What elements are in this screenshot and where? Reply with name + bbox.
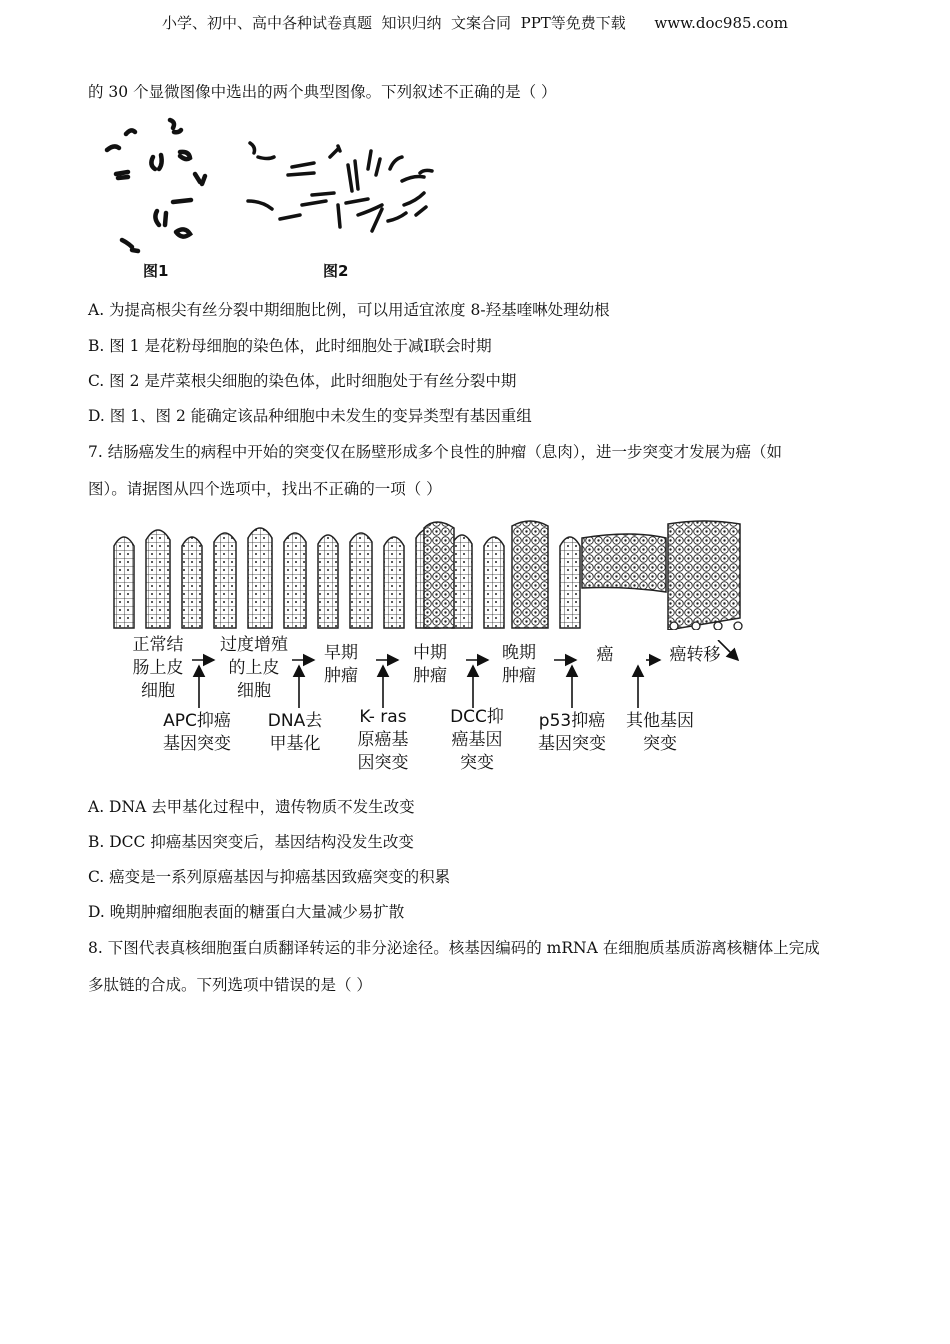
figure-2-caption: 图2: [323, 262, 349, 280]
stage-late-tumor: 晚期 肿瘤: [502, 643, 536, 686]
stage-cancer: 癌: [596, 645, 614, 665]
q7-option-b: B. DCC 抑癌基因突变后，基因结构没发生改变: [88, 833, 414, 851]
q7-option-a: A. DNA 去甲基化过程中，遗传物质不发生改变: [88, 798, 415, 816]
colon-tissue-illustration: [108, 518, 748, 630]
q6-option-a: A. 为提高根尖有丝分裂中期细胞比例，可以用适宜浓度 8-羟基喹啉处理幼根: [88, 301, 610, 319]
event-dcc-mutation: DCC抑 癌基因 突变: [450, 707, 504, 773]
event-apc-mutation: APC抑癌 基因突变: [163, 711, 231, 754]
stage-metastasis: 癌转移: [669, 645, 721, 665]
q7-option-d: D. 晚期肿瘤细胞表面的糖蛋白大量减少易扩散: [88, 903, 405, 921]
q7-option-c: C. 癌变是一系列原癌基因与抑癌基因致癌突变的积累: [88, 868, 451, 886]
figure-1-caption: 图1: [143, 262, 169, 280]
event-p53-mutation: p53抑癌 基因突变: [538, 711, 606, 754]
q8-stem-line2: 多肽链的合成。下列选项中错误的是（ ）: [88, 976, 372, 994]
page-header: 小学、初中、高中各种试卷真题 知识归纳 文案合同 PPT等免费下载 www.doc985.com: [161, 14, 788, 32]
q7-stem-line2: 图）。请据图从四个选项中，找出不正确的一项（ ）: [88, 480, 442, 498]
progression-arrows: [100, 640, 760, 720]
q7-stem-line1: 7. 结肠癌发生的病程中开始的突变仅在肠壁形成多个良性的肿瘤（息肉），进一步突变才发展为癌（如: [88, 443, 782, 461]
event-dna-demethylation: DNA去 甲基化: [267, 711, 323, 754]
q8-stem-line1: 8. 下图代表真核细胞蛋白质翻译转运的非分泌途径。核基因编码的 mRNA 在细胞质基质游离核糖体上完成: [88, 939, 820, 957]
stage-hyperproliferative-epithelium: 过度增殖 的上皮 细胞: [220, 635, 288, 701]
figure-2-chromosomes: [240, 135, 440, 245]
stage-early-tumor: 早期 肿瘤: [324, 643, 358, 686]
stage-normal-epithelium: 正常结 肠上皮 细胞: [132, 635, 184, 701]
q6-option-c: C. 图 2 是芹菜根尖细胞的染色体，此时细胞处于有丝分裂中期: [88, 372, 517, 390]
q6-stem: 的 30 个显微图像中选出的两个典型图像。下列叙述不正确的是（ ）: [88, 83, 557, 101]
q6-option-d: D. 图 1、图 2 能确定该品种细胞中未发生的变异类型有基因重组: [88, 407, 532, 425]
event-kras-mutation: K- ras 原癌基 因突变: [357, 707, 409, 773]
stage-intermediate-tumor: 中期 肿瘤: [413, 643, 447, 686]
q6-option-b: B. 图 1 是花粉母细胞的染色体，此时细胞处于减Ⅰ联会时期: [88, 337, 492, 355]
event-other-mutations: 其他基因 突变: [626, 711, 694, 754]
figure-1-chromosomes: [98, 110, 228, 260]
